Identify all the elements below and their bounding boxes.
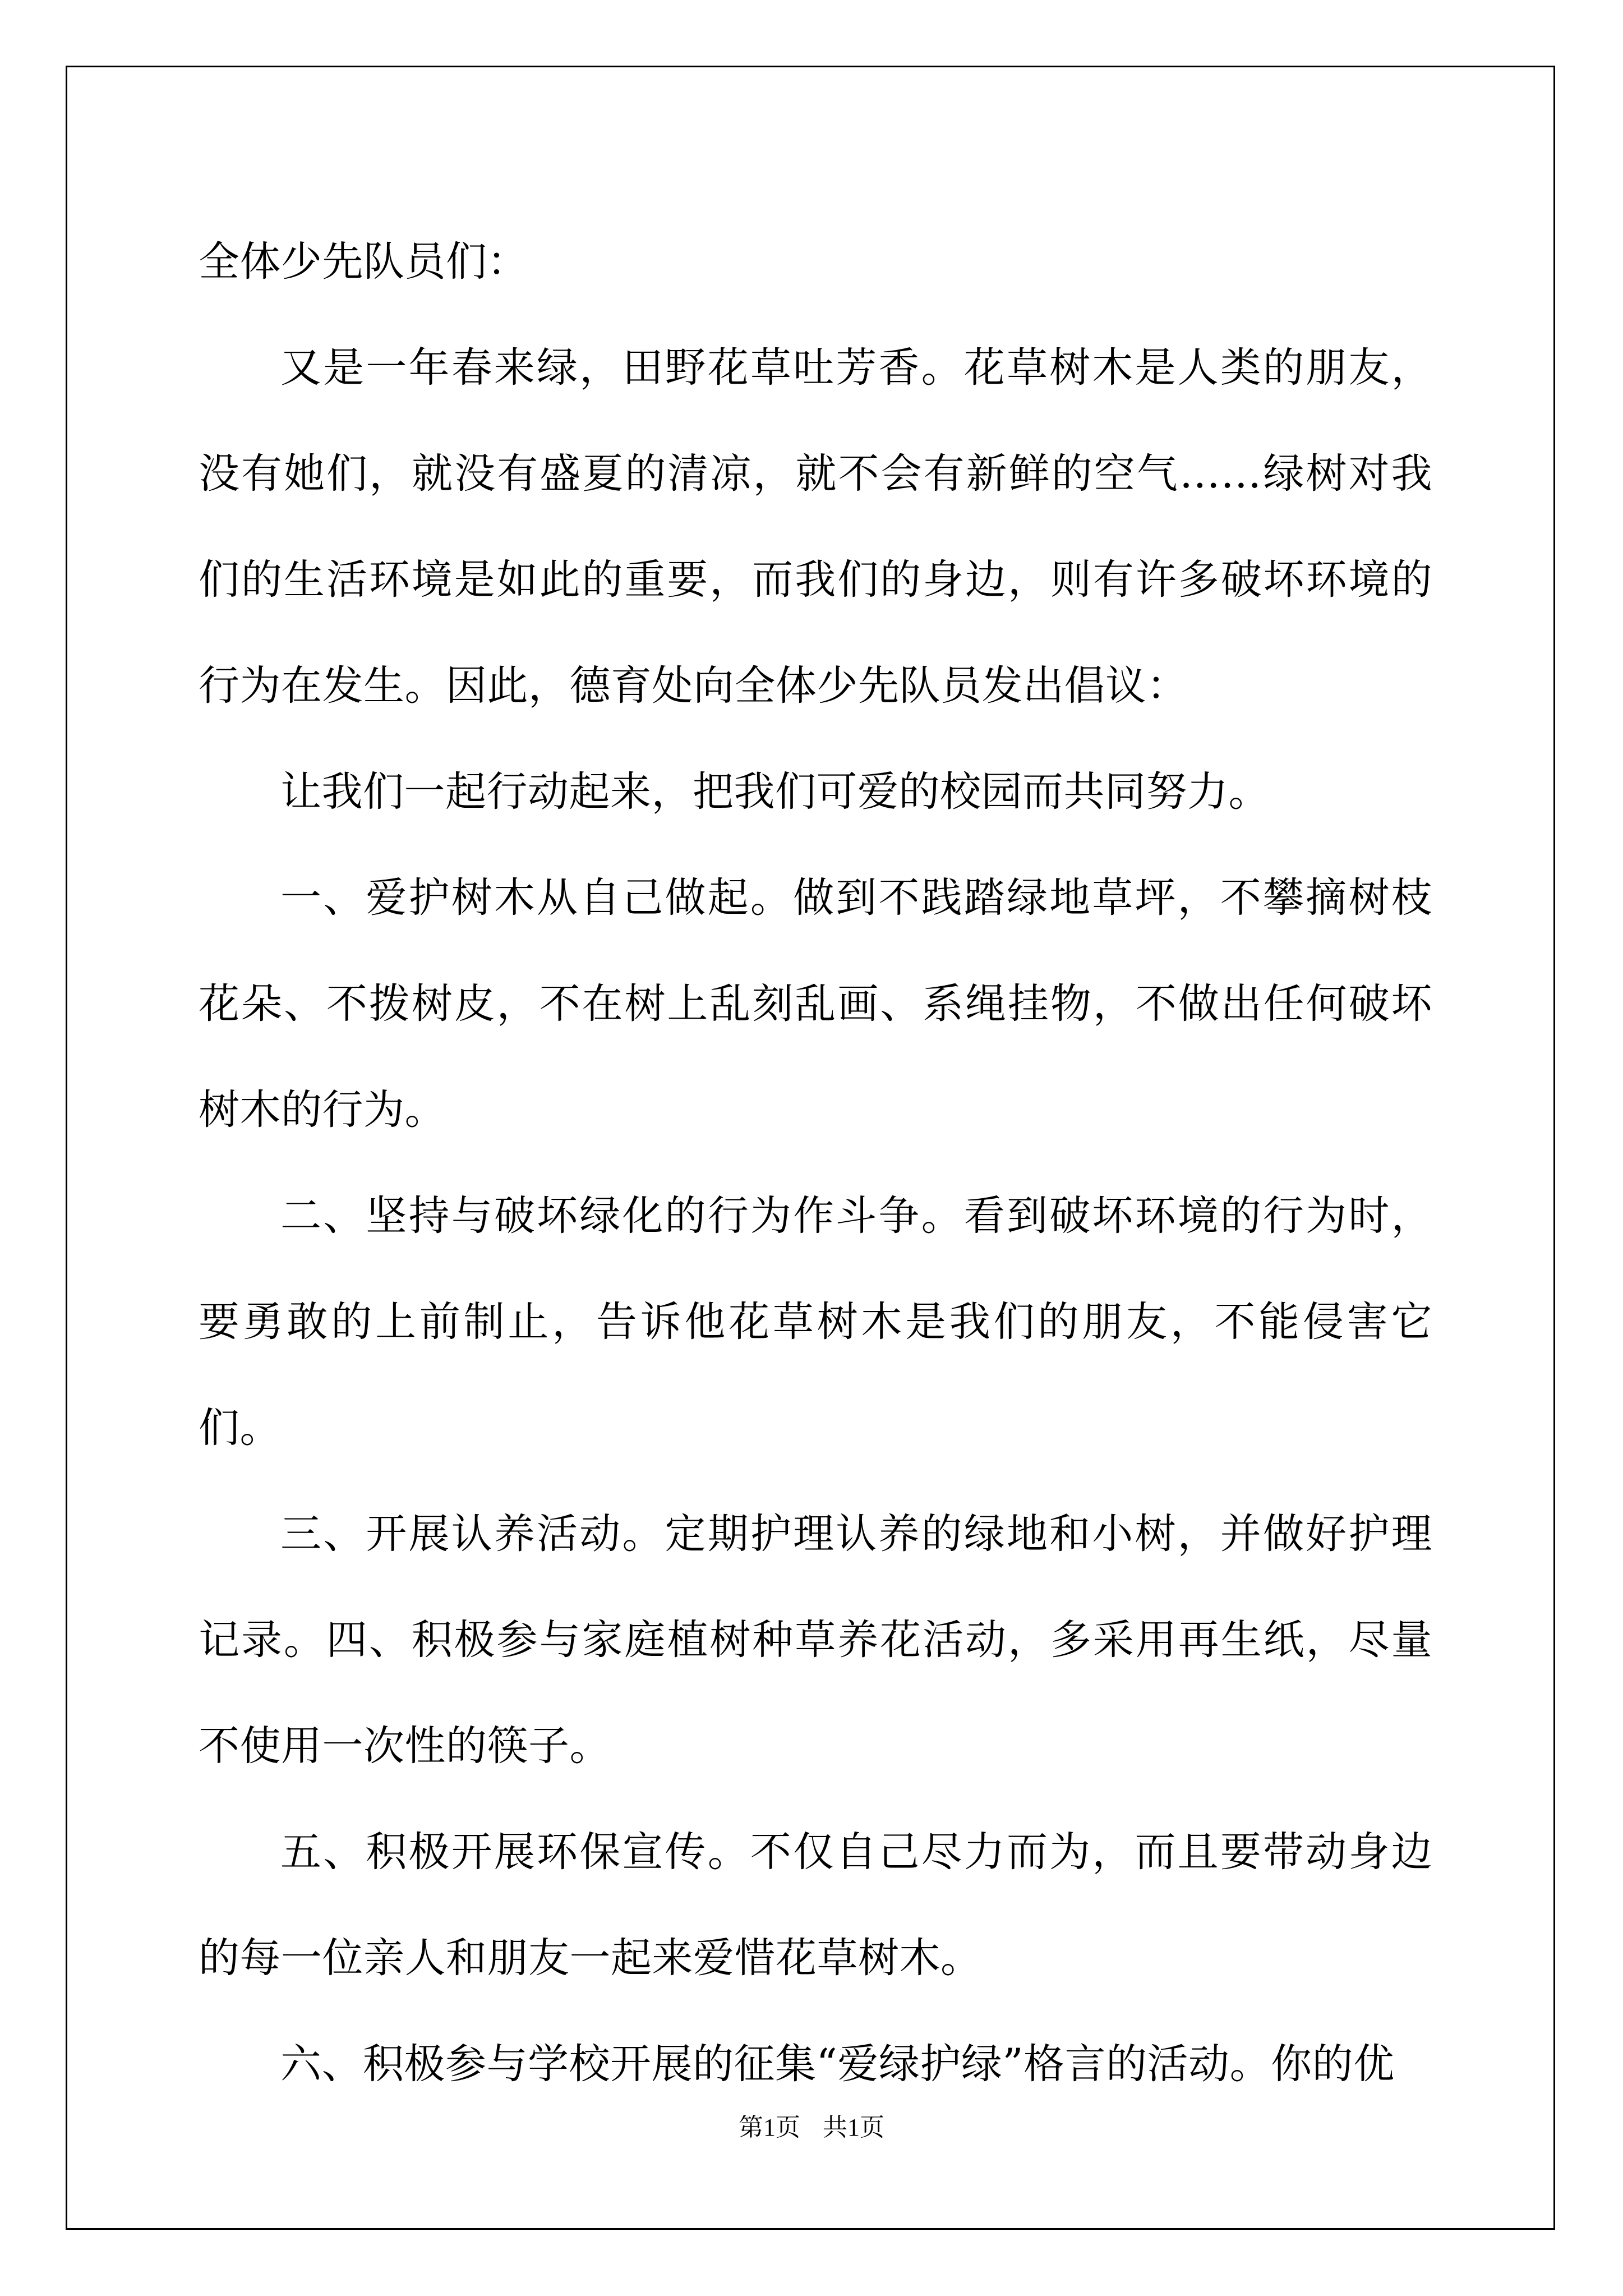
page-number: 第1页	[739, 2114, 800, 2141]
page-footer	[0, 2107, 1623, 2143]
proposal-item-3-4: 三、开展认养活动。定期护理认养的绿地和小树，并做好护理记录。四、积极参与家庭植树种草养花活动，多采用再生纸，尽量不使用一次性的筷子。	[199, 1510, 1432, 1770]
proposal-item-1: 一、爱护树木从自己做起。做到不践踏绿地草坪，不攀摘树枝花朵、不拨树皮，不在树上乱刻乱画、系绳挂物，不做出任何破坏树木的行为。	[199, 874, 1432, 1134]
intro-paragraph: 又是一年春来绿，田野花草吐芳香。花草树木是人类的朋友，没有她们，就没有盛夏的清凉，就不会有新鲜的空气……绿树对我们的生活环境是如此的重要，而我们的身边，则有许多破坏环境的行为在发生。因此，德育处向全体少先队员发出倡议：	[199, 344, 1432, 710]
salutation: 全体少先队员们：	[199, 238, 528, 286]
proposal-item-5: 五、积极开展环保宣传。不仅自己尽力而为，而且要带动身边的每一位亲人和朋友一起来爱惜花草树木。	[199, 1828, 1432, 1982]
call-to-action-paragraph: 让我们一起行动起来，把我们可爱的校园而共同努力。	[280, 768, 1270, 816]
document-body	[199, 209, 1432, 2117]
proposal-item-2: 二、坚持与破坏绿化的行为作斗争。看到破坏环境的行为时，要勇敢的上前制止，告诉他花草树木是我们的朋友，不能侵害它们。	[199, 1192, 1432, 1452]
proposal-item-6: 六、积极参与学校开展的征集“爱绿护绿”格言的活动。你的优	[280, 2040, 1395, 2088]
page-total: 共1页	[823, 2114, 884, 2141]
